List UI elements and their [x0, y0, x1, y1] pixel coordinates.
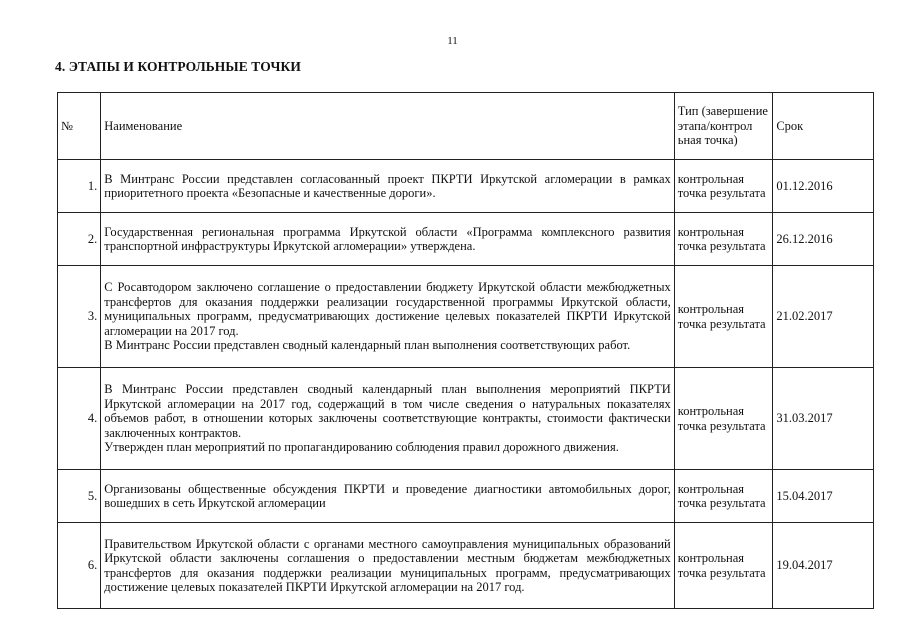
- row-deadline: 31.03.2017: [773, 368, 874, 470]
- description-paragraph: В Минтранс России представлен согласованный проект ПКРТИ Иркутской агломерации в рамках приоритетного проекта «Безопасные и качественные дороги».: [104, 171, 671, 200]
- row-description: [101, 470, 675, 523]
- table-row: [58, 160, 874, 213]
- description-paragraph: Правительством Иркутской области с органами местного самоуправления муниципальных образований Иркутской области заключены соглашения о предоставлении местным бюджетам межбюджетных трансфертов для оказания поддержки реализации муниципальных программ, предусматривающих достижение целевых показателей ПКРТИ Иркутской агломерации на 2017 год.: [104, 536, 671, 594]
- row-deadline: 01.12.2016: [773, 160, 874, 213]
- row-deadline: 19.04.2017: [773, 523, 874, 609]
- row-description: [101, 160, 675, 213]
- row-type: контрольная точка результата: [674, 368, 773, 470]
- header-deadline: Срок: [773, 93, 874, 160]
- section-title: 4. ЭТАПЫ И КОНТРОЛЬНЫЕ ТОЧКИ: [55, 59, 301, 74]
- description-paragraph: С Росавтодором заключено соглашение о предоставлении бюджету Иркутской области межбюджетных трансфертов для оказания поддержки реализации государственной программы Иркутской области, муниципальных программ, предусматривающих достижение целевых показателей ПКРТИ Иркутской агломерации на 2017 год.: [104, 280, 671, 338]
- row-deadline: 26.12.2016: [773, 213, 874, 266]
- table-row: [58, 470, 874, 523]
- row-number: 6.: [58, 523, 101, 609]
- header-name: Наименование: [101, 93, 675, 160]
- row-deadline: 15.04.2017: [773, 470, 874, 523]
- row-description: [101, 523, 675, 609]
- header-type: Тип (завершение этапа/контрол ьная точка): [674, 93, 773, 160]
- row-deadline: 21.02.2017: [773, 266, 874, 368]
- table-header-row: [58, 93, 874, 160]
- row-type: контрольная точка результата: [674, 160, 773, 213]
- row-description: [101, 213, 675, 266]
- row-number: 2.: [58, 213, 101, 266]
- row-type: контрольная точка результата: [674, 523, 773, 609]
- row-type: контрольная точка результата: [674, 266, 773, 368]
- row-number: 3.: [58, 266, 101, 368]
- header-number: №: [58, 93, 101, 160]
- stages-table: [57, 92, 874, 609]
- table-row: [58, 213, 874, 266]
- row-description: [101, 368, 675, 470]
- description-paragraph: Утвержден план мероприятий по пропагандированию соблюдения правил дорожного движения.: [104, 440, 619, 455]
- row-number: 4.: [58, 368, 101, 470]
- row-number: 5.: [58, 470, 101, 523]
- table-row: [58, 523, 874, 609]
- table-row: [58, 266, 874, 368]
- description-paragraph: Организованы общественные обсуждения ПКРТИ и проведение диагностики автомобильных дорог, вошедших в сеть Иркутской агломерации: [104, 481, 671, 510]
- row-type: контрольная точка результата: [674, 213, 773, 266]
- row-type: контрольная точка результата: [674, 470, 773, 523]
- description-paragraph: Государственная региональная программа Иркутской области «Программа комплексного развития транспортной инфраструктуры Иркутской агломерации» утверждена.: [104, 224, 671, 253]
- row-description: [101, 266, 675, 368]
- table-row: [58, 368, 874, 470]
- description-paragraph: В Минтранс России представлен сводный календарный план выполнения соответствующих работ.: [104, 338, 631, 353]
- page-number: 11: [447, 35, 458, 47]
- description-paragraph: В Минтранс России представлен сводный календарный план выполнения мероприятий ПКРТИ Иркутской агломерации на 2017 год, содержащий в том числе сведения о натуральных показателях объемов работ, в отношении которых заключены соответствующие контракты, стоимости фактически заключенных контрактов.: [104, 382, 671, 440]
- row-number: 1.: [58, 160, 101, 213]
